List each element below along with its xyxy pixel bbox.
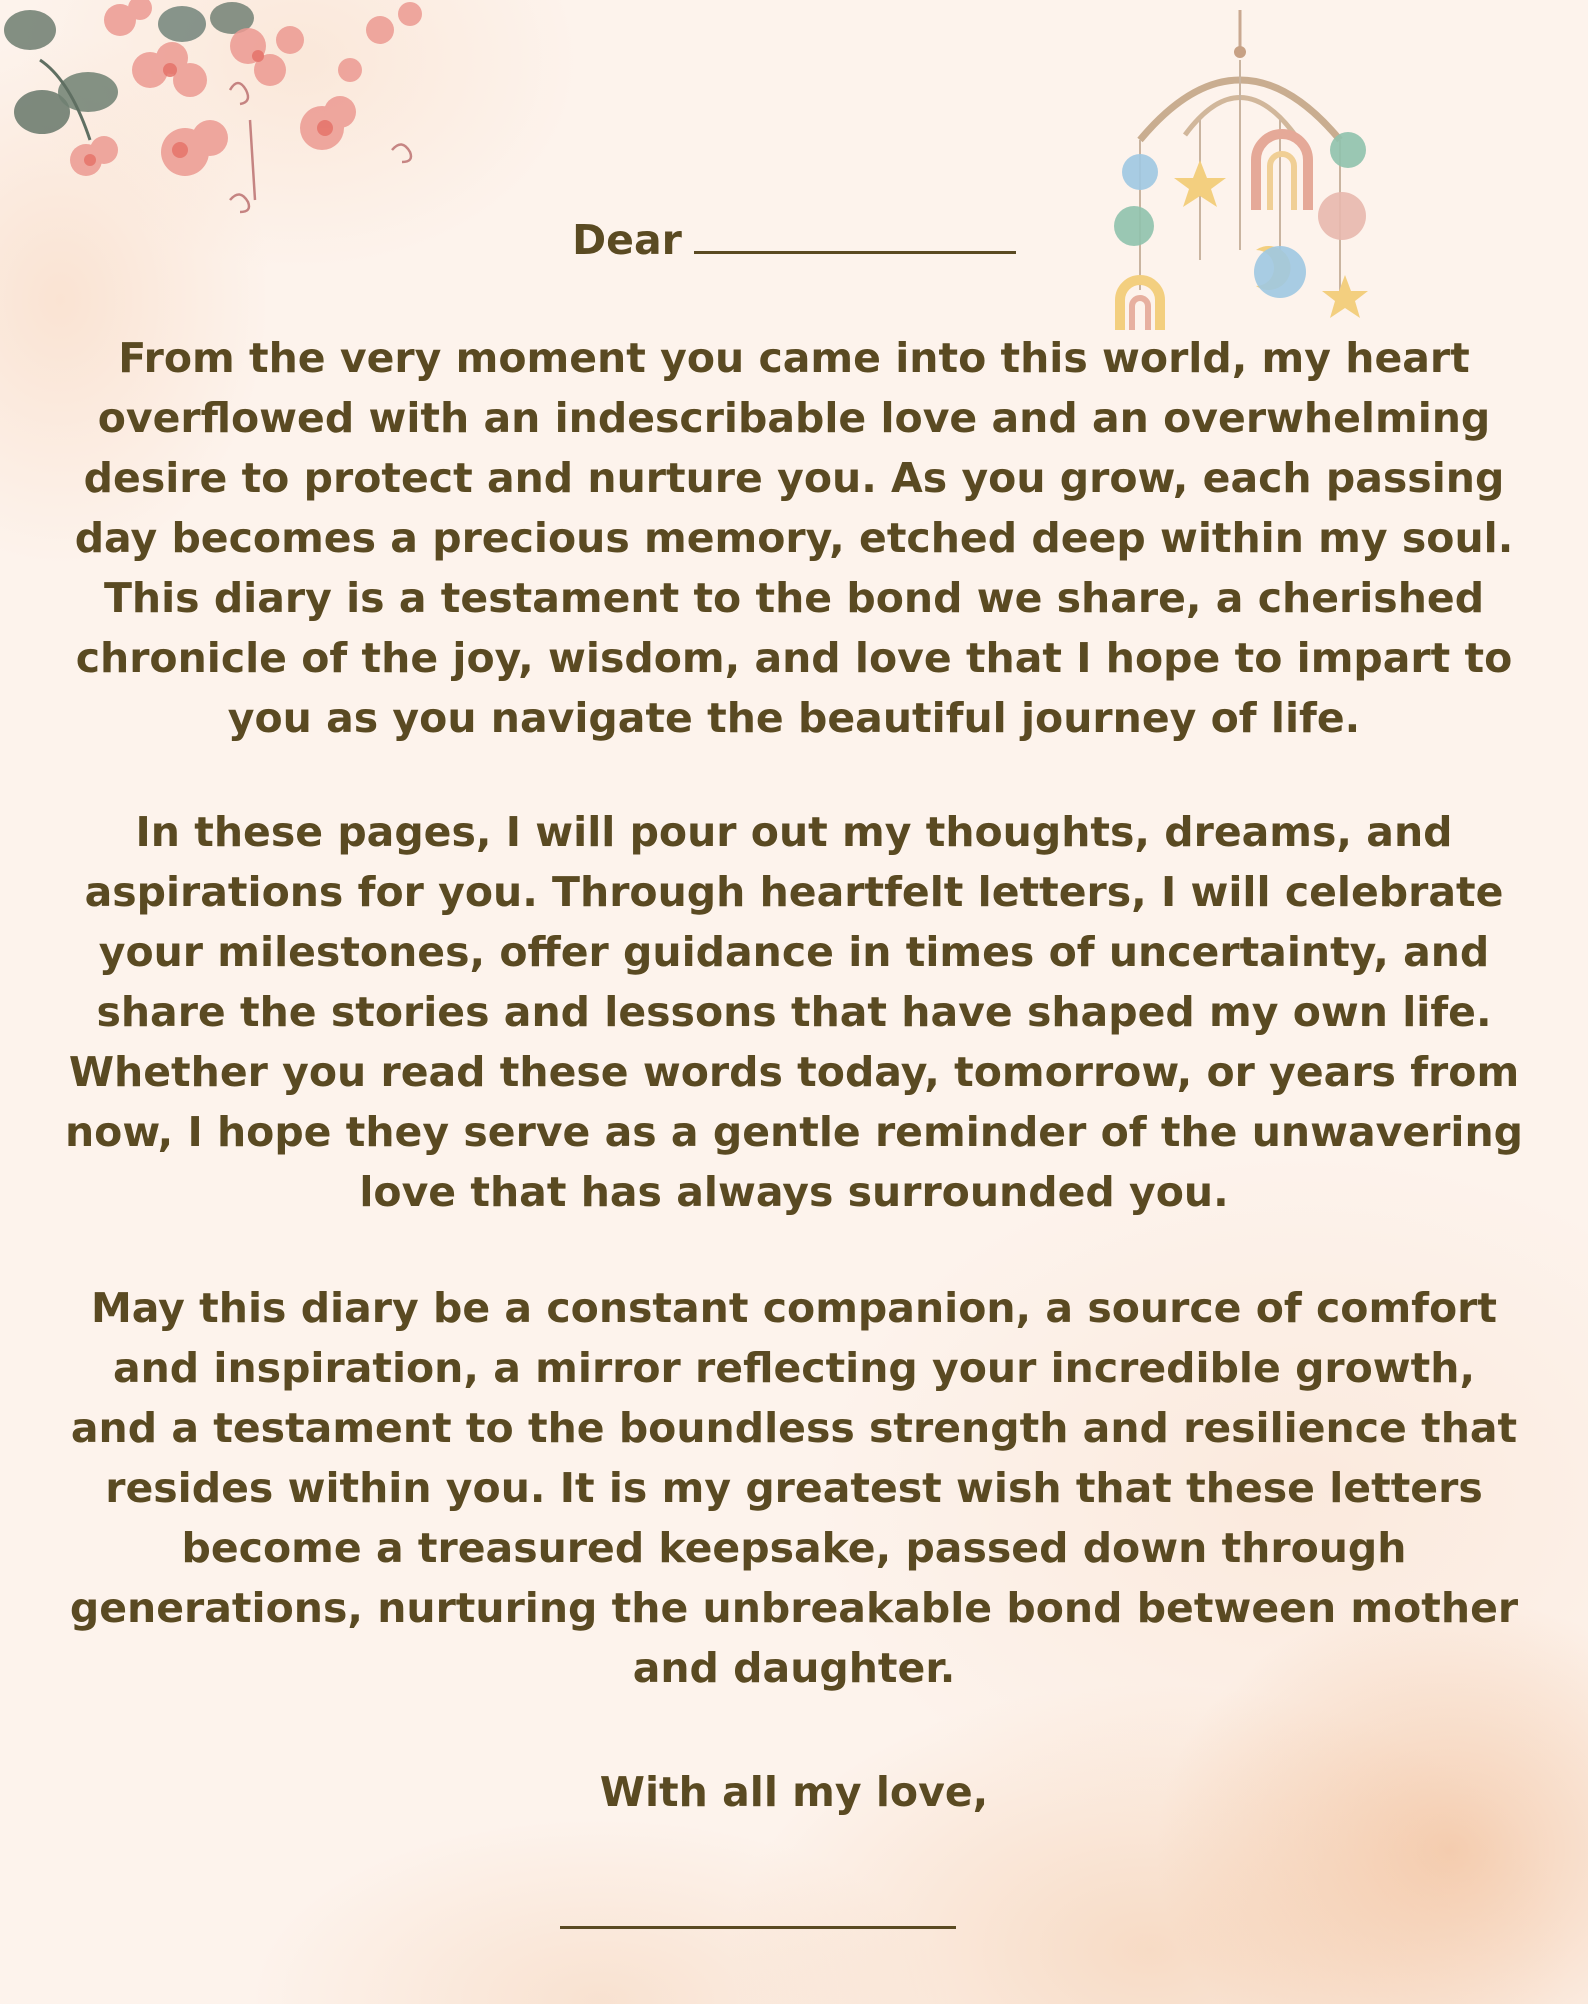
salutation-text: Dear [572, 216, 682, 264]
paragraph-line: desire to protect and nurture you. As you grow, each passing [83, 454, 1505, 502]
paragraph-line: now, I hope they serve as a gentle reminder of the unwavering [64, 1108, 1524, 1156]
paragraph-2 [0, 802, 1588, 1222]
paragraph-line: chronicle of the joy, wisdom, and love that I hope to impart to [75, 634, 1513, 682]
paragraph-line: and a testament to the boundless strength and resilience that [70, 1404, 1518, 1452]
recipient-name-blank[interactable] [694, 223, 1016, 254]
paragraph-line: May this diary be a constant companion, a source of comfort [90, 1284, 1498, 1332]
paragraph-line: resides within you. It is my greatest wish that these letters [105, 1464, 1483, 1512]
closing [0, 1762, 1588, 1822]
paragraph-3 [0, 1278, 1588, 1698]
floral-leaves-icon [0, 0, 460, 240]
baby-mobile-icon [1110, 0, 1370, 340]
signature-blank[interactable] [560, 1926, 956, 1929]
paragraph-line: This diary is a testament to the bond we share, a cherished [103, 574, 1485, 622]
paragraph-line: day becomes a precious memory, etched deep within my soul. [74, 514, 1514, 562]
paragraph-line: aspirations for you. Through heartfelt letters, I will celebrate [84, 868, 1504, 916]
paragraph-line: become a treasured keepsake, passed down through [181, 1524, 1407, 1572]
paragraph-line: you as you navigate the beautiful journey of life. [227, 694, 1361, 742]
paragraph-line: love that has always surrounded you. [359, 1168, 1229, 1216]
paragraph-line: and inspiration, a mirror reflecting your incredible growth, [112, 1344, 1476, 1392]
paragraph-line: generations, nurturing the unbreakable bond between mother [69, 1584, 1519, 1632]
salutation [0, 210, 1588, 270]
paragraph-line: In these pages, I will pour out my thoughts, dreams, and [135, 808, 1453, 856]
paragraph-line: Whether you read these words today, tomorrow, or years from [68, 1048, 1520, 1096]
paragraph-line: share the stories and lessons that have shaped my own life. [96, 988, 1492, 1036]
paragraph-line: your milestones, offer guidance in times of uncertainty, and [98, 928, 1490, 976]
closing-text: With all my love, [599, 1768, 989, 1816]
paragraph-line: overflowed with an indescribable love and an overwhelming [97, 394, 1491, 442]
paragraph-1 [0, 328, 1588, 748]
paragraph-line: and daughter. [632, 1644, 956, 1692]
paragraph-line: From the very moment you came into this world, my heart [118, 334, 1470, 382]
